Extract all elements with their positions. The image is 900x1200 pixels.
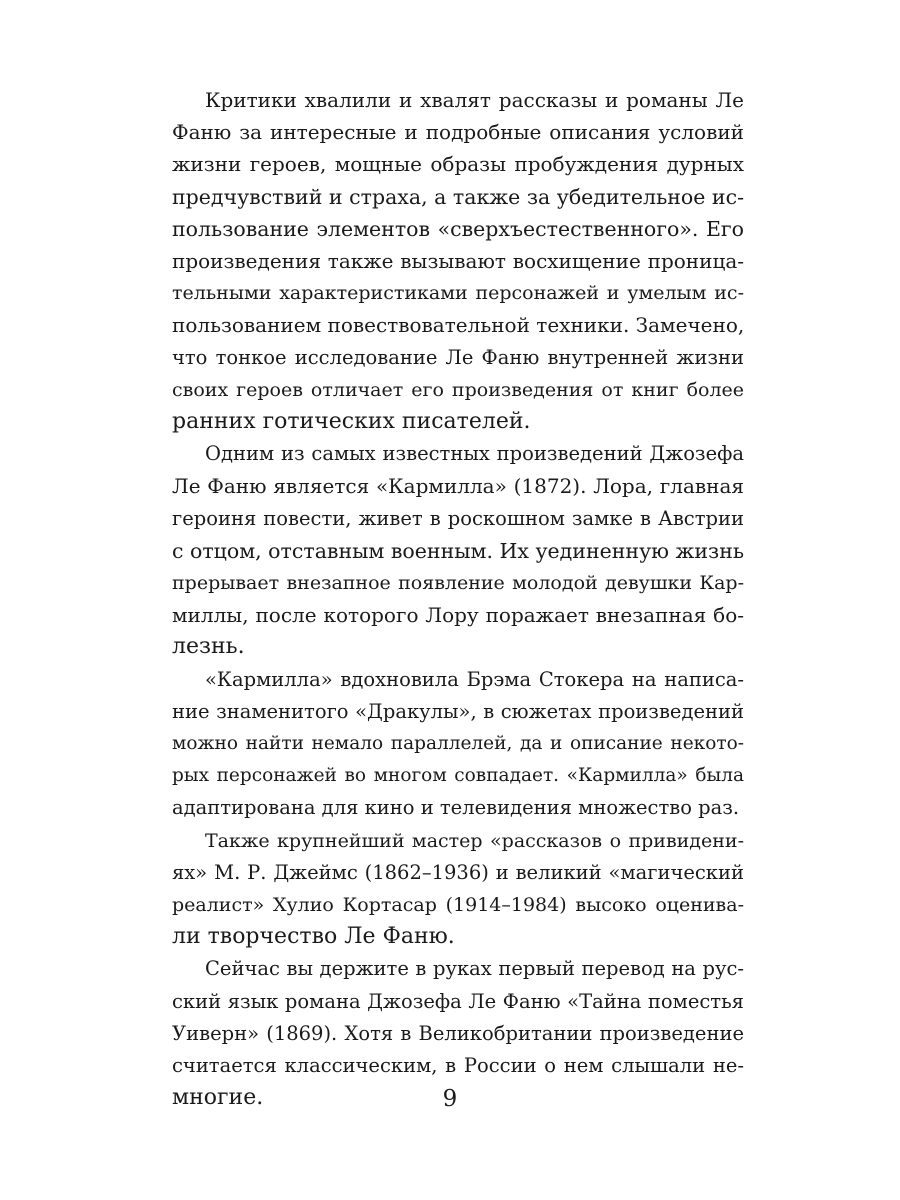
text-line: адаптирована для кино и телевидения множество раз. — [172, 796, 740, 820]
text-line: жизни героев, мощные образы пробуждения дурных — [172, 152, 744, 177]
paragraph-critics — [172, 84, 744, 438]
text-line: ли творчество Ле Фаню. — [172, 924, 455, 950]
text-line: своих героев отличает его произведения от книг более — [172, 378, 744, 401]
text-line: лезнь. — [172, 634, 245, 660]
text-line: рых персонажей во многом совпадает. «Кармилла» была — [172, 765, 744, 787]
paragraph-dracula — [172, 664, 744, 825]
text-line: Критики хвалили и хвалят рассказы и романы Ле — [205, 88, 744, 112]
text-line: Уиверн» (1869). Хотя в Великобритании произведение — [172, 1021, 744, 1045]
body-text — [172, 84, 744, 1115]
text-line: ях» М. Р. Джеймс (1862–1936) и великий «магический — [172, 860, 744, 884]
text-line: реалист» Хулио Кортасар (1914–1984) высоко оценива- — [172, 894, 744, 917]
text-line: тельными характеристиками персонажей и умелым ис- — [172, 282, 744, 305]
text-line: Сейчас вы держите в руках первый перевод на рус- — [205, 957, 744, 981]
text-line: героиня повести, живет в роскошном замке в Австрии — [172, 506, 744, 530]
text-line: с отцом, отставным военным. Их уединенную жизнь — [172, 538, 745, 563]
text-line: прерывает внезапное появление молодой девушки Кар- — [172, 572, 744, 595]
text-line: считается классическим, в России о нем слышали не- — [172, 1054, 744, 1078]
text-line: пользованием повествовательной техники. Замечено, — [172, 313, 745, 338]
page-number: 9 — [442, 1086, 458, 1112]
text-line: пользование элементов «сверхъестественного». Его — [172, 216, 744, 241]
text-line: ранних готических писателей. — [172, 409, 531, 435]
text-line: Также крупнейший мастер «рассказов о привидени- — [205, 829, 744, 852]
text-line: Фаню за интересные и подробные описания условий — [172, 120, 744, 145]
text-line: «Кармилла» вдохновила Брэма Стокера на написа- — [205, 667, 744, 691]
text-line: предчувствий и страха, а также за убедительное ис- — [172, 184, 744, 209]
text-line: можно найти немало параллелей, да и описание некото- — [172, 733, 744, 755]
paragraph-james-cortazar — [172, 825, 744, 954]
text-line: многие. — [172, 1085, 264, 1111]
text-line: Ле Фаню является «Кармилла» (1872). Лора, главная — [172, 474, 744, 499]
text-line: Одним из самых известных произведений Джозефа — [205, 442, 744, 466]
text-line: миллы, после которого Лору поражает внезапная бо- — [172, 603, 744, 628]
paragraph-carmilla — [172, 438, 744, 663]
text-line: ский язык романа Джозефа Ле Фаню «Тайна поместья — [172, 989, 744, 1013]
text-line: что тонкое исследование Ле Фаню внутренней жизни — [172, 345, 744, 369]
text-line: ние знаменитого «Дракулы», в сюжетах произведений — [172, 699, 744, 723]
text-line: произведения также вызывают восхищение проница- — [172, 249, 744, 274]
